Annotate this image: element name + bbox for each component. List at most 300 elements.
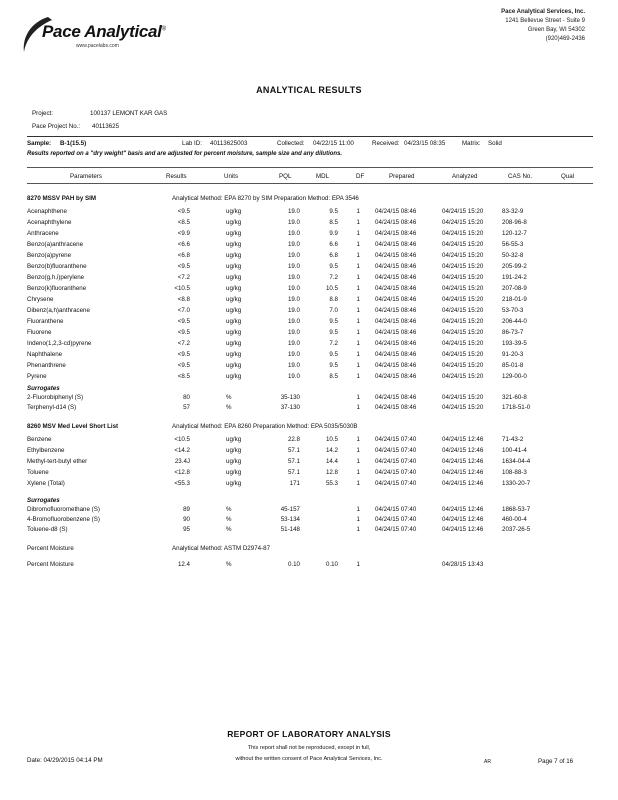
cell-cas: 83-32-9 [502, 208, 524, 215]
col-results: Results [166, 173, 187, 180]
cell-mdl: 10.5 [325, 436, 338, 443]
cell-prep: 04/24/15 08:46 [375, 307, 417, 314]
table-row [0, 252, 618, 260]
cell-p: Terphenyl-d14 (S) [27, 404, 77, 411]
cell-df: 1 [356, 230, 360, 237]
col-parameters: Parameters [70, 173, 102, 180]
divider-header-top [27, 167, 593, 168]
cell-mdl: 9.5 [329, 263, 338, 270]
cell-u: ug/kg [226, 447, 242, 454]
cell-df: 1 [356, 208, 360, 215]
company-address [385, 8, 585, 44]
cell-prep: 04/24/15 08:46 [375, 362, 417, 369]
cell-p: Benzo(a)anthracene [27, 241, 84, 248]
cell-p: 2-Fluorobiphenyl (S) [27, 394, 84, 401]
cell-mdl: 7.2 [329, 340, 338, 347]
cell-u: ug/kg [226, 373, 242, 380]
cell-df: 1 [356, 404, 360, 411]
cell-prep: 04/24/15 08:46 [375, 285, 417, 292]
cell-anal: 04/24/15 15:20 [442, 274, 484, 281]
cell-anal: 04/24/15 15:20 [442, 307, 484, 314]
cell-df: 1 [356, 458, 360, 465]
cell-p: Benzo(g,h,i)perylene [27, 274, 85, 281]
cell-u: ug/kg [226, 252, 242, 259]
cell-cas: 100-41-4 [502, 447, 527, 454]
collected-label: Collected: [277, 140, 305, 147]
col-cas: CAS No. [508, 173, 533, 180]
table-row [0, 351, 618, 359]
cell-mdl: 9.9 [329, 230, 338, 237]
table-row [0, 469, 618, 477]
cell-p: Phenanthrene [27, 362, 66, 369]
address-line-2: Green Bay, WI 54302 [527, 27, 585, 33]
cell-u: ug/kg [226, 230, 242, 237]
cell-pql: 35-130 [280, 394, 300, 401]
cell-r: <8.8 [177, 296, 190, 303]
footer-date: Date: 04/29/2015 04:14 PM [27, 757, 103, 764]
cell-r: 57 [183, 404, 190, 411]
company-name: Pace Analytical Services, Inc. [501, 9, 585, 15]
cell-df: 1 [356, 447, 360, 454]
cell-u: ug/kg [226, 307, 242, 314]
footer-initials: AR [484, 759, 491, 765]
cell-u: ug/kg [226, 458, 242, 465]
phone: (920)469-2436 [545, 36, 585, 42]
section-pah-surrogates-label: Surrogates [27, 385, 60, 392]
cell-pql: 19.0 [287, 362, 300, 369]
col-df: DF [356, 173, 365, 180]
cell-r: 95 [183, 526, 190, 533]
cell-prep: 04/24/15 07:40 [375, 469, 417, 476]
cell-r: <14.2 [174, 447, 190, 454]
cell-u: ug/kg [226, 219, 242, 226]
cell-pql: 57.1 [287, 458, 300, 465]
cell-r: <9.5 [177, 318, 190, 325]
cell-df: 1 [356, 436, 360, 443]
cell-df: 1 [356, 219, 360, 226]
cell-df: 1 [356, 469, 360, 476]
cell-cas: 321-60-8 [502, 394, 527, 401]
col-units: Units [224, 173, 239, 180]
table-row [0, 526, 618, 534]
section-moisture-method: Analytical Method: ASTM D2974-87 [172, 545, 271, 552]
cell-prep: 04/24/15 08:46 [375, 274, 417, 281]
cell-p: Percent Moisture [27, 561, 74, 568]
cell-df: 1 [356, 362, 360, 369]
cell-mdl: 9.5 [329, 351, 338, 358]
cell-df: 1 [356, 480, 360, 487]
cell-anal: 04/24/15 12:46 [442, 447, 484, 454]
cell-u: ug/kg [226, 436, 242, 443]
table-row [0, 318, 618, 326]
cell-r: 80 [183, 394, 190, 401]
address-line-1: 1241 Bellevue Street - Suite 9 [505, 18, 585, 24]
cell-p: Dibromofluoromethane (S) [27, 506, 100, 513]
table-row [0, 219, 618, 227]
table-row [0, 329, 618, 337]
cell-u: % [226, 404, 232, 411]
cell-pql: 22.8 [287, 436, 300, 443]
cell-df: 1 [356, 516, 360, 523]
cell-p: Toluene [27, 469, 49, 476]
footer-line-2: without the written consent of Pace Analytical Services, Inc. [235, 756, 383, 762]
cell-pql: 53-134 [280, 516, 300, 523]
cell-u: ug/kg [226, 340, 242, 347]
sample-value: B-1(15.5) [60, 140, 87, 147]
cell-pql: 19.0 [287, 351, 300, 358]
cell-cas: 120-12-7 [502, 230, 527, 237]
footer-page: Page 7 of 16 [538, 758, 574, 765]
cell-cas: 86-73-7 [502, 329, 524, 336]
cell-p: Fluorene [27, 329, 52, 336]
cell-prep: 04/24/15 08:46 [375, 351, 417, 358]
cell-mdl: 0.10 [325, 561, 338, 568]
section-pah-method: Analytical Method: EPA 8270 by SIM Preparation Method: EPA 3546 [172, 195, 359, 202]
cell-p: Acenaphthene [27, 208, 67, 215]
cell-prep: 04/24/15 08:46 [375, 208, 417, 215]
table-row [0, 480, 618, 488]
cell-r: <10.5 [174, 436, 190, 443]
cell-cas: 1330-20-7 [502, 480, 531, 487]
cell-p: Xylene (Total) [27, 480, 65, 487]
cell-anal: 04/24/15 12:46 [442, 506, 484, 513]
cell-df: 1 [356, 506, 360, 513]
cell-mdl: 14.2 [325, 447, 338, 454]
cell-u: % [226, 561, 232, 568]
cell-df: 1 [356, 318, 360, 325]
cell-prep: 04/24/15 08:46 [375, 340, 417, 347]
cell-cas: 191-24-2 [502, 274, 527, 281]
cell-r: <55.3 [174, 480, 190, 487]
cell-mdl: 9.5 [329, 208, 338, 215]
cell-pql: 19.0 [287, 274, 300, 281]
cell-mdl: 7.0 [329, 307, 338, 314]
cell-r: <8.5 [177, 219, 190, 226]
table-row [0, 516, 618, 524]
logo-text: Pace Analytical® [42, 22, 166, 41]
column-header-row [0, 173, 618, 181]
cell-cas: 460-00-4 [502, 516, 527, 523]
cell-prep: 04/24/15 07:40 [375, 526, 417, 533]
cell-pql: 19.0 [287, 208, 300, 215]
cell-mdl: 6.6 [329, 241, 338, 248]
cell-u: ug/kg [226, 469, 242, 476]
table-row [0, 362, 618, 370]
pace-project-label: Pace Project No.: [32, 123, 81, 130]
cell-u: % [226, 516, 232, 523]
cell-prep: 04/24/15 07:40 [375, 436, 417, 443]
table-row [0, 340, 618, 348]
cell-p: Methyl-tert-butyl ether [27, 458, 88, 465]
table-row [0, 404, 618, 412]
sample-label: Sample: [27, 140, 52, 147]
cell-u: % [226, 526, 232, 533]
cell-pql: 19.0 [287, 307, 300, 314]
cell-pql: 19.0 [287, 285, 300, 292]
cell-mdl: 8.8 [329, 296, 338, 303]
col-mdl: MDL [316, 173, 330, 180]
cell-r: <7.2 [177, 340, 190, 347]
cell-df: 1 [356, 274, 360, 281]
cell-mdl: 12.8 [325, 469, 338, 476]
cell-prep: 04/24/15 07:40 [375, 447, 417, 454]
cell-cas: 129-00-0 [502, 373, 527, 380]
section-pah-title: 8270 MSSV PAH by SIM [27, 195, 97, 202]
logo-url: www.pacelabs.com [76, 43, 119, 49]
cell-df: 1 [356, 351, 360, 358]
received-label: Received: [372, 140, 400, 147]
cell-df: 1 [356, 285, 360, 292]
cell-cas: 208-96-8 [502, 219, 527, 226]
cell-p: Benzene [27, 436, 52, 443]
col-qual: Qual [561, 173, 575, 180]
cell-anal: 04/24/15 12:46 [442, 516, 484, 523]
cell-df: 1 [356, 329, 360, 336]
cell-u: % [226, 506, 232, 513]
cell-prep: 04/24/15 08:46 [375, 230, 417, 237]
cell-anal: 04/24/15 15:20 [442, 362, 484, 369]
cell-pql: 57.1 [287, 469, 300, 476]
matrix-value: Solid [488, 140, 502, 147]
cell-pql: 19.0 [287, 373, 300, 380]
cell-p: Acenaphthylene [27, 219, 72, 226]
cell-p: Chrysene [27, 296, 54, 303]
cell-u: ug/kg [226, 362, 242, 369]
cell-mdl: 9.5 [329, 329, 338, 336]
cell-cas: 85-01-8 [502, 362, 524, 369]
cell-cas: 71-43-2 [502, 436, 524, 443]
table-row [0, 394, 618, 402]
table-row [0, 274, 618, 282]
cell-pql: 37-130 [280, 404, 300, 411]
cell-r: <9.5 [177, 263, 190, 270]
labid-value: 40113625003 [210, 140, 248, 147]
cell-pql: 19.0 [287, 241, 300, 248]
results-note: Results reported on a "dry weight" basis and are adjusted for percent moisture, sample size and any dilutions. [27, 151, 343, 157]
cell-u: ug/kg [226, 318, 242, 325]
received-value: 04/23/15 08:35 [404, 140, 446, 147]
cell-mdl: 10.5 [325, 285, 338, 292]
cell-r: <9.5 [177, 351, 190, 358]
table-row [0, 373, 618, 381]
cell-anal: 04/24/15 15:20 [442, 404, 484, 411]
cell-cas: 50-32-8 [502, 252, 524, 259]
cell-cas: 1634-04-4 [502, 458, 531, 465]
labid-label: Lab ID: [182, 140, 202, 147]
matrix-label: Matrix: [462, 140, 481, 147]
cell-r: 12.4 [177, 561, 190, 568]
cell-anal: 04/24/15 15:20 [442, 241, 484, 248]
section-msv-surrogates-label: Surrogates [27, 497, 60, 504]
cell-df: 1 [356, 252, 360, 259]
cell-prep: 04/24/15 08:46 [375, 373, 417, 380]
cell-u: ug/kg [226, 351, 242, 358]
cell-r: <9.5 [177, 362, 190, 369]
cell-mdl: 7.2 [329, 274, 338, 281]
cell-df: 1 [356, 394, 360, 401]
cell-prep: 04/24/15 08:46 [375, 263, 417, 270]
table-row [0, 561, 618, 569]
cell-r: 89 [183, 506, 190, 513]
cell-pql: 19.0 [287, 219, 300, 226]
table-row [0, 263, 618, 271]
cell-anal: 04/24/15 15:20 [442, 351, 484, 358]
table-row [0, 241, 618, 249]
cell-p: Toluene-d8 (S) [27, 526, 68, 533]
cell-df: 1 [356, 307, 360, 314]
cell-prep: 04/24/15 07:40 [375, 516, 417, 523]
cell-prep: 04/24/15 08:46 [375, 318, 417, 325]
table-row [0, 447, 618, 455]
cell-u: ug/kg [226, 296, 242, 303]
cell-anal: 04/24/15 15:20 [442, 296, 484, 303]
cell-p: Dibenz(a,h)anthracene [27, 307, 90, 314]
cell-prep: 04/24/15 07:40 [375, 480, 417, 487]
cell-pql: 51-148 [280, 526, 300, 533]
cell-cas: 206-44-0 [502, 318, 527, 325]
cell-pql: 0.10 [287, 561, 300, 568]
cell-pql: 19.0 [287, 296, 300, 303]
cell-p: Anthracene [27, 230, 59, 237]
cell-u: ug/kg [226, 329, 242, 336]
cell-p: Fluoranthene [27, 318, 64, 325]
col-prepared: Prepared [389, 173, 415, 180]
cell-r: <9.5 [177, 208, 190, 215]
cell-prep: 04/24/15 08:46 [375, 296, 417, 303]
cell-mdl: 9.5 [329, 362, 338, 369]
cell-u: ug/kg [226, 285, 242, 292]
cell-p: 4-Bromofluorobenzene (S) [27, 516, 100, 523]
table-row [0, 296, 618, 304]
table-row [0, 458, 618, 466]
footer-line-1: This report shall not be reproduced, except in full, [247, 745, 371, 751]
col-pql: PQL [279, 173, 292, 180]
cell-u: ug/kg [226, 263, 242, 270]
cell-p: Benzo(a)pyrene [27, 252, 72, 259]
cell-r: <12.8 [174, 469, 190, 476]
cell-prep: 04/24/15 08:46 [375, 219, 417, 226]
cell-mdl: 6.8 [329, 252, 338, 259]
section-msv-title: 8260 MSV Med Level Short List [27, 423, 119, 430]
cell-prep: 04/24/15 08:46 [375, 329, 417, 336]
cell-r: <6.6 [177, 241, 190, 248]
cell-anal: 04/24/15 15:20 [442, 263, 484, 270]
cell-r: 23.4J [174, 458, 190, 465]
cell-prep: 04/24/15 08:46 [375, 404, 417, 411]
cell-u: ug/kg [226, 480, 242, 487]
cell-anal: 04/24/15 15:20 [442, 230, 484, 237]
cell-anal: 04/24/15 15:20 [442, 329, 484, 336]
cell-anal: 04/24/15 15:20 [442, 318, 484, 325]
cell-u: ug/kg [226, 241, 242, 248]
cell-df: 1 [356, 526, 360, 533]
cell-mdl: 55.3 [325, 480, 338, 487]
cell-cas: 218-01-9 [502, 296, 527, 303]
cell-df: 1 [356, 340, 360, 347]
cell-cas: 207-08-9 [502, 285, 527, 292]
divider-top [27, 136, 593, 137]
cell-cas: 193-39-5 [502, 340, 527, 347]
cell-pql: 45-157 [280, 506, 300, 513]
cell-cas: 1868-53-7 [502, 506, 531, 513]
cell-u: ug/kg [226, 208, 242, 215]
cell-prep: 04/24/15 08:46 [375, 241, 417, 248]
cell-anal: 04/24/15 15:20 [442, 208, 484, 215]
table-row [0, 208, 618, 216]
cell-cas: 1718-51-0 [502, 404, 531, 411]
cell-cas: 2037-26-5 [502, 526, 531, 533]
cell-df: 1 [356, 373, 360, 380]
cell-r: <7.2 [177, 274, 190, 281]
footer-title: REPORT OF LABORATORY ANALYSIS [227, 729, 391, 739]
project-label: Project: [32, 110, 53, 117]
cell-r: <6.8 [177, 252, 190, 259]
cell-anal: 04/24/15 12:46 [442, 526, 484, 533]
cell-anal: 04/24/15 12:46 [442, 469, 484, 476]
cell-r: <9.9 [177, 230, 190, 237]
cell-r: 90 [183, 516, 190, 523]
cell-u: % [226, 394, 232, 401]
cell-anal: 04/24/15 12:46 [442, 436, 484, 443]
cell-pql: 19.0 [287, 340, 300, 347]
cell-anal: 04/24/15 12:46 [442, 458, 484, 465]
cell-df: 1 [356, 241, 360, 248]
table-row [0, 436, 618, 444]
cell-mdl: 8.5 [329, 219, 338, 226]
cell-r: <8.5 [177, 373, 190, 380]
cell-prep: 04/24/15 07:40 [375, 506, 417, 513]
cell-pql: 19.0 [287, 230, 300, 237]
divider-header-bottom [27, 183, 593, 184]
section-msv-method: Analytical Method: EPA 8260 Preparation Method: EPA 5035/5030B [172, 423, 358, 430]
cell-pql: 171 [289, 480, 300, 487]
table-row [0, 506, 618, 514]
cell-p: Ethylbenzene [27, 447, 65, 454]
cell-mdl: 8.5 [329, 373, 338, 380]
cell-anal: 04/24/15 15:20 [442, 285, 484, 292]
pace-project-value: 40113625 [92, 123, 120, 130]
cell-prep: 04/24/15 08:46 [375, 252, 417, 259]
cell-pql: 19.0 [287, 318, 300, 325]
cell-pql: 57.1 [287, 447, 300, 454]
cell-p: Benzo(k)fluoranthene [27, 285, 87, 292]
cell-prep: 04/24/15 07:40 [375, 458, 417, 465]
cell-prep: 04/24/15 08:46 [375, 394, 417, 401]
cell-cas: 53-70-3 [502, 307, 524, 314]
cell-cas: 91-20-3 [502, 351, 524, 358]
cell-pql: 19.0 [287, 252, 300, 259]
cell-p: Naphthalene [27, 351, 63, 358]
cell-anal: 04/24/15 15:20 [442, 394, 484, 401]
cell-df: 1 [356, 263, 360, 270]
cell-cas: 205-99-2 [502, 263, 527, 270]
cell-mdl: 14.4 [325, 458, 338, 465]
section-moisture-title: Percent Moisture [27, 545, 74, 552]
cell-df: 1 [356, 296, 360, 303]
cell-r: <9.5 [177, 329, 190, 336]
cell-pql: 19.0 [287, 263, 300, 270]
col-analyzed: Analyzed [452, 173, 478, 180]
cell-anal: 04/24/15 15:20 [442, 252, 484, 259]
cell-u: ug/kg [226, 274, 242, 281]
cell-r: <7.0 [177, 307, 190, 314]
cell-anal: 04/24/15 15:20 [442, 373, 484, 380]
page-title: ANALYTICAL RESULTS [256, 85, 362, 95]
cell-p: Benzo(b)fluoranthene [27, 263, 87, 270]
cell-p: Indeno(1,2,3-cd)pyrene [27, 340, 92, 347]
cell-anal: 04/28/15 13:43 [442, 561, 484, 568]
table-row [0, 285, 618, 293]
